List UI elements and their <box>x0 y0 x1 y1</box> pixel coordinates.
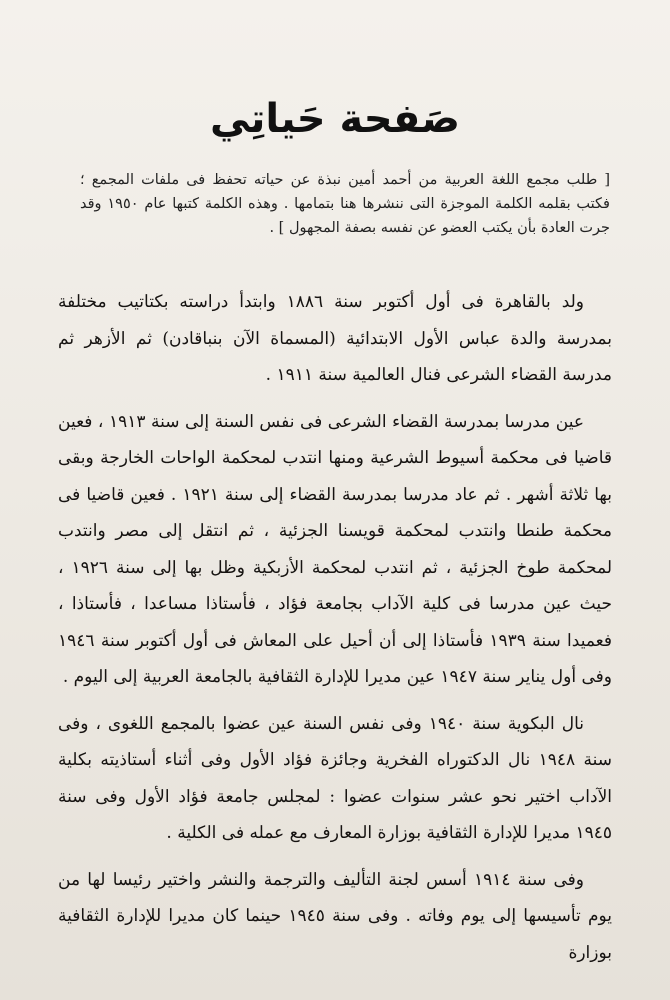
page-title: صَفحة حَياتِي <box>209 96 461 142</box>
paragraph-honors: نال البكوية سنة ١٩٤٠ وفى نفس السنة عين عضوا بالمجمع اللغوى ، وفى سنة ١٩٤٨ نال الدكتوراه الفخرية وجائزة فؤاد الأول وفى أثناء أستاذيته بكلية الآداب اختير نحو عشر سنوات عضوا : لمجلس جامعة فؤاد الأول وفى سنة ١٩٤٥ مديرا للإدارة الثقافية بوزارة المعارف مع عمله فى الكلية . <box>58 713 612 843</box>
paragraph-career: عين مدرسا بمدرسة القضاء الشرعى فى نفس السنة إلى سنة ١٩١٣ ، فعين قاضيا فى محكمة أسيوط الشرعية ومنها انتدب لمحكمة الواحات الخارجة وبقى بها ثلاثة أشهر . ثم عاد مدرسا بمدرسة القضاء إلى سنة ١٩٢١ . فعين قاضيا فى محكمة طنطا وانتدب لمحكمة قويسنا الجزئية ، ثم انتقل إلى مصر وانتدب لمحكمة طوخ الجزئية ، ثم انتدب لمحكمة الأزبكية وظل بها إلى سنة ١٩٢٦ ، حيث عين مدرسا فى كلية الآداب بجامعة فؤاد ، فأستاذا مساعدا ، فأستاذا ، فعميدا سنة ١٩٣٩ فأستاذا إلى أن أحيل على المعاش فى أول أكتوبر سنة ١٩٤٦ وفى أول يناير سنة ١٩٤٧ عين مديرا للإدارة الثقافية بالجامعة العربية إلى اليوم . <box>58 411 612 687</box>
editor-note: [ طلب مجمع اللغة العربية من أحمد أمين نبذة عن حياته تحفظ فى ملفات المجمع ؛ فكتب بقلمه الكلمة الموجزة التى ننشرها هنا بتمامها . وهذه الكلمة كتبها عام ١٩٥٠ وقد جرت العادة بأن يكتب العضو عن نفسه بصفة المجهول ] . <box>80 172 610 236</box>
paragraph-committee: وفى سنة ١٩١٤ أسس لجنة التأليف والترجمة والنشر واختير رئيسا لها من يوم تأسيسها إلى يوم وفاته . وفى سنة ١٩٤٥ حينما كان مديرا للإدارة الثقافية بوزارة <box>58 869 612 963</box>
paragraph-birth-education: ولد بالقاهرة فى أول أكتوبر سنة ١٨٨٦ وابتدأ دراسته بكتاتيب مختلفة بمدرسة والدة عباس الأول الابتدائية (المسماة الآن بنباقادن) ثم الأزهر ثم مدرسة القضاء الشرعى فنال العالمية سنة ١٩١١ . <box>58 292 612 385</box>
biography-text <box>58 284 612 971</box>
